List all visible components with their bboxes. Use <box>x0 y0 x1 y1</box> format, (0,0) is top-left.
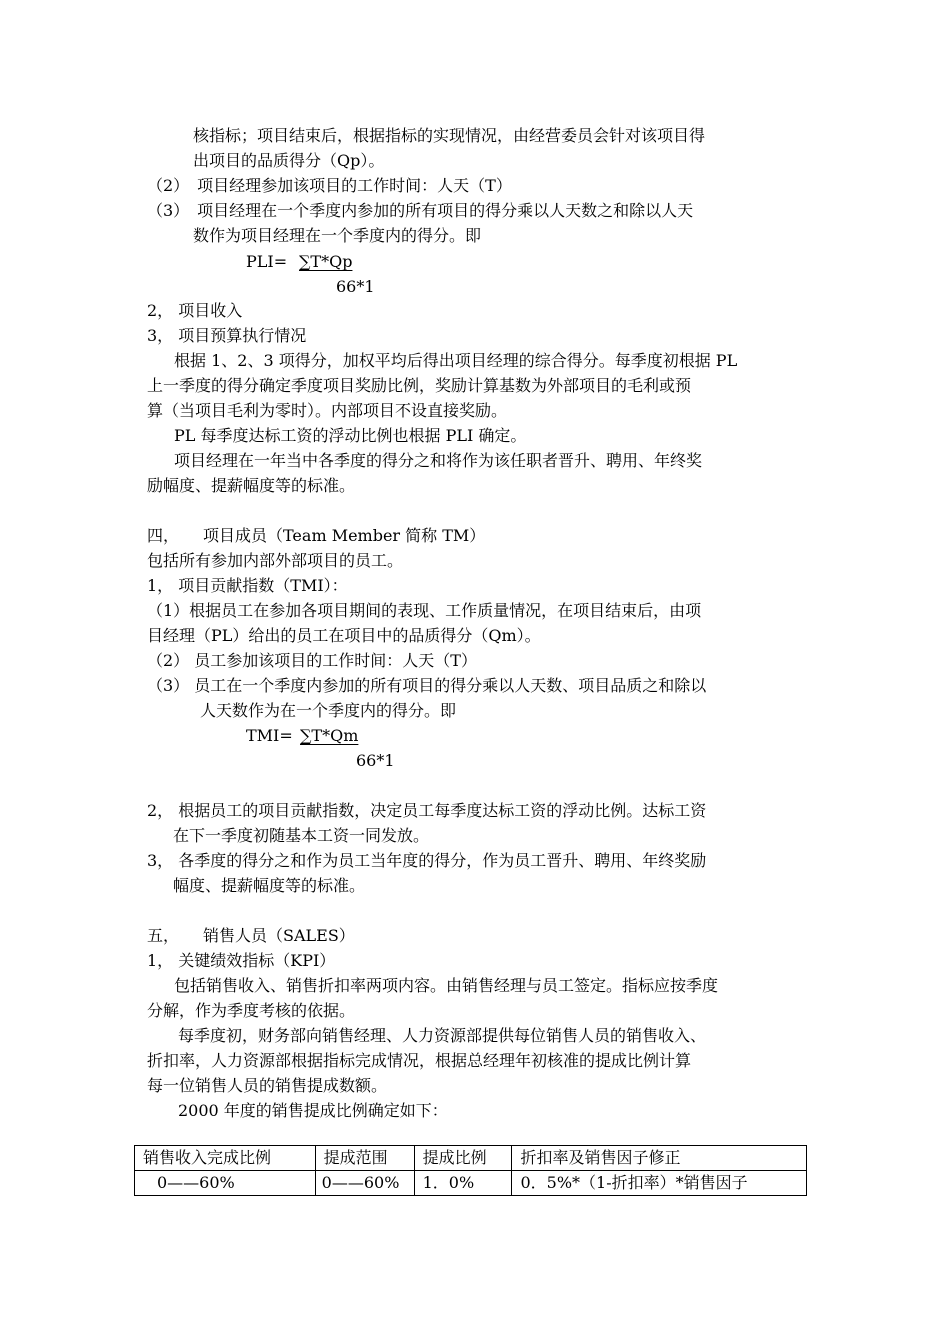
paragraph-line: 人天数作为在一个季度内的得分。即 <box>200 701 457 720</box>
table-row <box>135 1171 807 1196</box>
table-header-cell: 折扣率及销售因子修正 <box>512 1146 807 1171</box>
paragraph-line: 包括销售收入、销售折扣率两项内容。由销售经理与员工签定。指标应按季度 <box>174 976 719 995</box>
tmi-formula-label: TMI= <box>246 726 293 745</box>
pli-formula-denominator: 66*1 <box>336 277 375 296</box>
pli-formula-numerator: ∑T*Qp <box>299 252 353 271</box>
commission-table <box>134 1145 807 1196</box>
list-item: 2， 根据员工的项目贡献指数，决定员工每季度达标工资的浮动比例。达标工资 <box>147 801 707 820</box>
table-cell: 1．0% <box>414 1171 512 1196</box>
list-item: 1， 项目贡献指数（TMI）： <box>147 576 348 595</box>
section-heading: 四， 项目成员（Team Member 简称 TM） <box>147 526 486 545</box>
section-heading: 五， 销售人员（SALES） <box>147 926 355 945</box>
list-item: 3， 各季度的得分之和作为员工当年度的得分，作为员工晋升、聘用、年终奖励 <box>147 851 707 870</box>
paragraph-line: PL 每季度达标工资的浮动比例也根据 PLI 确定。 <box>174 426 527 445</box>
paragraph-line: 每季度初，财务部向销售经理、人力资源部提供每位销售人员的销售收入、 <box>178 1026 707 1045</box>
table-cell: 0——60% <box>135 1171 316 1196</box>
paragraph-line: 数作为项目经理在一个季度内的得分。即 <box>193 226 482 245</box>
paragraph-line: 励幅度、提薪幅度等的标准。 <box>147 476 356 495</box>
paragraph-line: 算（当项目毛利为零时）。内部项目不设直接奖励。 <box>147 401 508 420</box>
paragraph-line: 项目经理在一年当中各季度的得分之和将作为该任职者晋升、聘用、年终奖 <box>174 451 703 470</box>
list-item: （1）根据员工在参加各项目期间的表现、工作质量情况，在项目结束后，由项 <box>147 601 702 620</box>
list-item: 3， 项目预算执行情况 <box>147 326 307 345</box>
list-item: 1， 关键绩效指标（KPI） <box>147 951 336 970</box>
paragraph-line: 每一位销售人员的销售提成数额。 <box>147 1076 388 1095</box>
table-header-cell: 提成范围 <box>315 1146 414 1171</box>
paragraph-line: 核指标；项目结束后，根据指标的实现情况，由经营委员会针对该项目得 <box>193 126 706 145</box>
paragraph-line: 上一季度的得分确定季度项目奖励比例，奖励计算基数为外部项目的毛利或预 <box>147 376 692 395</box>
list-item: （3） 员工在一个季度内参加的所有项目的得分乘以人天数、项目品质之和除以 <box>147 676 707 695</box>
paragraph-line: 在下一季度初随基本工资一同发放。 <box>173 826 430 845</box>
list-item: （2） 项目经理参加该项目的工作时间：人天（T） <box>147 176 512 195</box>
table-header-cell: 销售收入完成比例 <box>135 1146 316 1171</box>
paragraph-line: 2000 年度的销售提成比例确定如下： <box>178 1101 448 1120</box>
tmi-formula-numerator: ∑T*Qm <box>300 726 359 745</box>
list-item: 2， 项目收入 <box>147 301 243 320</box>
table-cell: 0．5%*（1-折扣率）*销售因子 <box>512 1171 807 1196</box>
table-cell: 0——60% <box>315 1171 414 1196</box>
paragraph-line: 分解，作为季度考核的依据。 <box>147 1001 356 1020</box>
table-header-cell: 提成比例 <box>414 1146 512 1171</box>
list-item: （2） 员工参加该项目的工作时间：人天（T） <box>147 651 477 670</box>
paragraph-line: 包括所有参加内部外部项目的员工。 <box>147 551 404 570</box>
paragraph-line: 根据 1、2、3 项得分，加权平均后得出项目经理的综合得分。每季度初根据 PL <box>174 351 738 370</box>
list-item: （3） 项目经理在一个季度内参加的所有项目的得分乘以人天数之和除以人天 <box>147 201 694 220</box>
table-header-row <box>135 1146 807 1171</box>
paragraph-line: 折扣率，人力资源部根据指标完成情况，根据总经理年初核准的提成比例计算 <box>147 1051 692 1070</box>
paragraph-line: 幅度、提薪幅度等的标准。 <box>173 876 366 895</box>
paragraph-line: 目经理（PL）给出的员工在项目中的品质得分（Qm）。 <box>147 626 541 645</box>
pli-formula-label: PLI= <box>246 252 288 271</box>
paragraph-line: 出项目的品质得分（Qp）。 <box>193 151 385 170</box>
tmi-formula-denominator: 66*1 <box>356 751 395 770</box>
